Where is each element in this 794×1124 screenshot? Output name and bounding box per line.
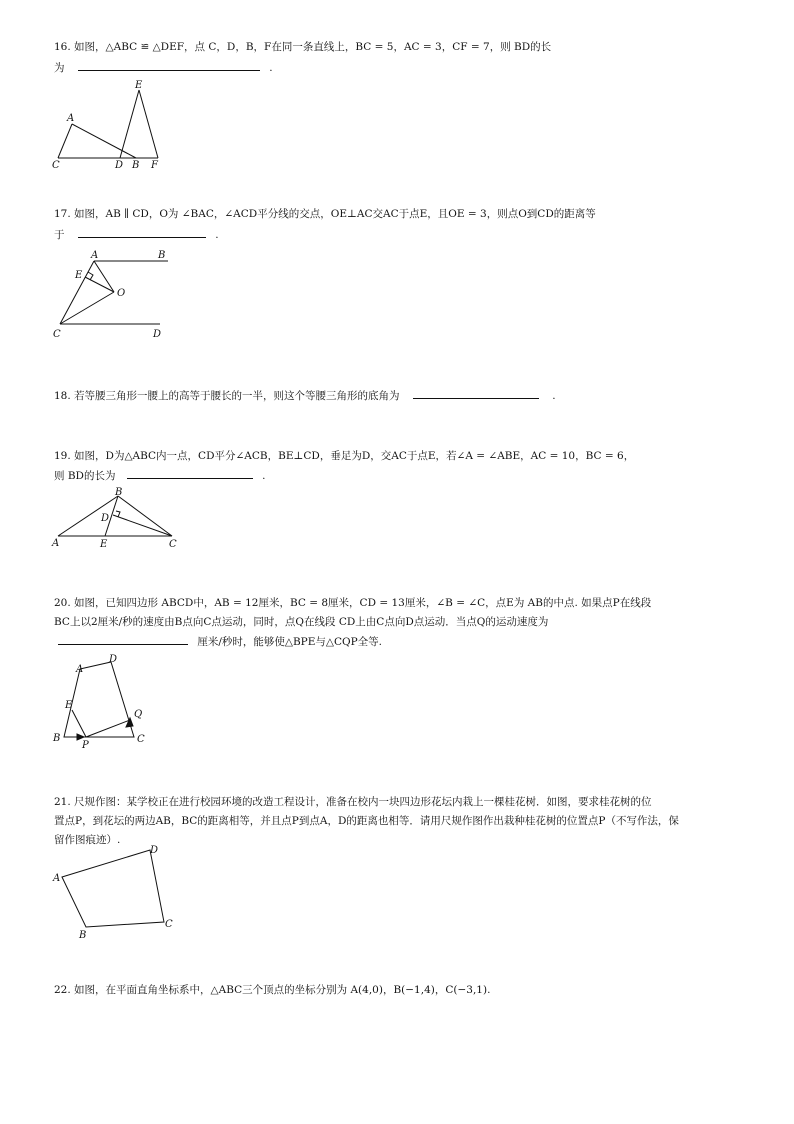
q17-label-c: C	[53, 329, 61, 340]
q16-segment-ca	[58, 124, 72, 158]
q16-text-line1: 16. 如图，△ABC ≌ △DEF，点 C，D，B，F在同一条直线上，BC = 5，AC = 3，CF = 7，则 BD的长	[54, 41, 552, 53]
q19-suffix: .	[262, 470, 266, 482]
q20-label-c: C	[137, 734, 145, 745]
q21-label-c: C	[165, 919, 173, 930]
q21-text-line2: 置点P，到花坛的两边AB，BC的距离相等，并且点P到点A，D的距离也相等．请用尺规作图作出栽种桂花树的位置点P（不写作法，保	[54, 815, 679, 827]
q16-segment-ef	[139, 90, 158, 158]
q16-label-b: B	[132, 160, 140, 171]
q20-arrow-q-icon	[126, 718, 133, 727]
q20-text-line2: BC上以2厘米/秒的速度由B点向C点运动，同时，点Q在线段 CD上由C点向D点运动．当点Q的运动速度为	[54, 616, 549, 628]
q16-label-a: A	[67, 113, 75, 124]
q16-segment-de	[120, 90, 139, 158]
q16-figure	[48, 78, 178, 173]
q17-answer-blank[interactable]	[78, 227, 206, 238]
q19-segment-bc	[118, 496, 172, 536]
q20-label-b: B	[53, 733, 61, 744]
q17-label-a: A	[91, 250, 99, 261]
q17-label-b: B	[158, 250, 166, 261]
q20-label-p: P	[82, 740, 89, 751]
q17-prefix: 于	[54, 229, 65, 241]
q17-label-e: E	[75, 270, 83, 281]
q20-text-line3	[54, 634, 382, 649]
q19-label-b: B	[115, 487, 123, 498]
q20-label-a: A	[76, 664, 84, 675]
q16-label-d: D	[115, 160, 124, 171]
q21-figure	[48, 843, 183, 943]
q21-label-b: B	[79, 930, 87, 941]
q20-segment-pq	[86, 720, 130, 737]
q16-segment-ab	[72, 124, 136, 158]
q16-answer-blank[interactable]	[78, 60, 260, 71]
q17-figure	[48, 245, 178, 345]
q19-answer-blank[interactable]	[127, 468, 253, 479]
q18-suffix: .	[552, 390, 556, 402]
q16-label-c: C	[52, 160, 60, 171]
q19-prefix: 则 BD的长为	[54, 470, 116, 482]
q21-label-d: D	[150, 845, 159, 856]
q19-label-a: A	[52, 538, 60, 549]
q17-suffix: .	[215, 229, 219, 241]
q17-label-o: O	[117, 288, 126, 299]
q19-label-d: D	[101, 513, 110, 524]
q16-suffix: .	[269, 62, 273, 74]
q18-answer-blank[interactable]	[413, 388, 539, 399]
q19-label-c: C	[169, 539, 177, 550]
q20-text-line1: 20. 如图，已知四边形 ABCD中，AB = 12厘米，BC = 8厘米，CD = 13厘米，∠B = ∠C，点E为 AB的中点. 如果点P在线段	[54, 597, 652, 609]
q20-label-e: E	[65, 700, 73, 711]
q20-figure	[48, 652, 158, 752]
q22-text-line1: 22. 如图，在平面直角坐标系中，△ABC三个顶点的坐标分别为 A(4,0)，B(−1,4)，C(−3,1).	[54, 984, 491, 996]
q20-label-q: Q	[134, 709, 143, 720]
q20-label-d: D	[109, 654, 118, 665]
q16-text-line2	[54, 60, 273, 75]
q18-text-line1	[54, 388, 556, 403]
q19-text-line2	[54, 468, 266, 483]
q19-figure	[48, 486, 183, 551]
q21-text-line1: 21. 尺规作图：某学校正在进行校园环境的改造工程设计，准备在校内一块四边形花坛内栽上一棵桂花树．如图，要求桂花树的位	[54, 796, 652, 808]
q21-text-line3: 留作图痕迹）.	[54, 834, 121, 846]
q19-label-e: E	[100, 539, 108, 550]
q21-quadrilateral-abcd	[62, 850, 164, 927]
q16-prefix: 为	[54, 62, 65, 74]
q17-label-d: D	[153, 329, 162, 340]
q16-label-e: E	[135, 80, 143, 91]
q20-segment-ep	[72, 710, 86, 737]
q16-label-f: F	[151, 160, 158, 171]
q17-text-line1: 17. 如图，AB ∥ CD，O为 ∠BAC，∠ACD平分线的交点，OE⊥AC交AC于点E，且OE = 3，则点O到CD的距离等	[54, 208, 596, 220]
q18-prefix: 18. 若等腰三角形一腰上的高等于腰长的一半，则这个等腰三角形的底角为	[54, 390, 400, 402]
q19-text-line1: 19. 如图，D为△ABC内一点，CD平分∠ACB，BE⊥CD，垂足为D，交AC于点E，若∠A = ∠ABE，AC = 10，BC = 6，	[54, 450, 635, 462]
q17-text-line2	[54, 227, 219, 242]
q21-label-a: A	[53, 873, 61, 884]
q20-quadrilateral-abcd	[64, 662, 134, 737]
q20-answer-blank[interactable]	[58, 634, 188, 645]
q20-suffix: 厘米/秒时，能够使△BPE与△CQP全等.	[197, 636, 383, 648]
q19-segment-dc	[113, 515, 172, 536]
